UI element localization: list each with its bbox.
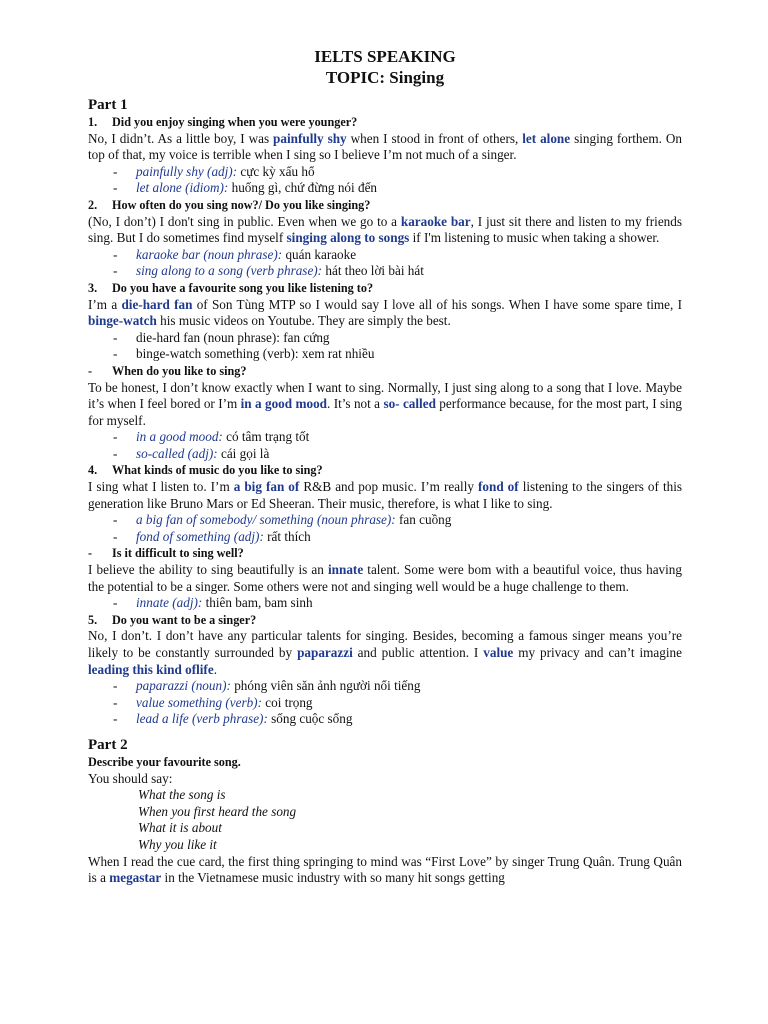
vocab-term: karaoke bar (noun phrase): [136,246,283,262]
keyword: value [483,645,514,660]
answer-text: I believe the ability to sing beautifully is an [88,562,328,578]
cue-card-title: Describe your favourite song. [88,754,241,769]
part-2-answer [88,854,682,887]
vocab-meaning: sống cuộc sống [267,711,353,727]
answer-4 [88,479,682,512]
answer-text: of Son Tùng MTP so I would say I love all of his songs. When I have some spare time, I [192,296,682,312]
question-number: 2. [88,197,98,212]
vocab-list-5 [88,678,682,728]
keyword: karaoke bar [400,213,471,229]
question-1 [88,114,682,131]
cue-prompt: Why you like it [138,836,217,852]
question-4b [88,545,682,562]
question-3 [88,280,682,297]
answer-text: his music videos on Youtube. They are simply the best. [156,313,451,329]
part-1-heading: Part 1 [88,97,128,113]
answer-3 [88,297,682,330]
cue-card-intro: You should say: [88,770,173,786]
answer-text: I’m a [88,296,122,312]
answer-5 [88,628,682,678]
question-number: - [88,546,93,561]
answer-text: in the Vietnamese music industry with so many hit songs getting [161,870,505,886]
vocab-term: paparazzi (noun): [136,678,231,694]
vocab-meaning: hát theo lời bài hát [322,263,424,279]
vocab-list-4 [88,512,682,545]
vocab-meaning: cực kỳ xấu hổ [237,163,315,179]
cue-prompt: What the song is [138,787,226,803]
question-number: 1. [88,115,98,129]
answer-4b [88,562,682,595]
vocab-item: - in a good mood: có tâm trạng tốt [113,429,310,445]
topic-title: TOPIC: Singing [325,68,445,87]
vocab-meaning: phóng viên săn ảnh người nổi tiếng [230,678,421,694]
answer-text: performance because, for the most part, I sing for myself. [88,396,683,428]
answer-text: singing forthem. On top of that, my voice is terrible when I sing so I believe I’m not much of a singer. [88,130,682,163]
answer-text: if I'm listening to music when taking a shower. [409,230,660,246]
keyword: singing along to songs [286,230,410,246]
vocab-meaning: fan cuồng [395,512,452,528]
answer-text: . [213,661,217,677]
vocab-item: - innate (adj): thiên bam, bam sinh [113,595,313,611]
vocab-term: binge-watch something (verb): [136,346,299,362]
answer-text: When I read the cue card, the first thing springing to mind was “First Love” by singer Trung Quân. Trung Quân is a [88,853,682,886]
keyword: binge-watch [88,313,157,329]
vocab-list-3b [88,429,682,462]
answer-text: . It’s not a [327,396,384,412]
vocab-list-2 [88,247,682,280]
question-4 [88,462,682,479]
answer-text: (No, I don’t) I don't sing in public. Even when we go to a [88,213,401,229]
keyword: paparazzi [297,645,353,660]
keyword: fond of [478,479,519,495]
vocab-item: - let alone (idiom): huống gì, chứ đừng nói đến [113,180,378,196]
question-text: Do you want to be a singer? [112,612,257,627]
vocab-meaning: rất thích [263,528,311,544]
question-3b [88,363,682,380]
vocab-item: - so-called (adj): cái gọi là [113,445,270,461]
keyword: innate [328,562,364,578]
answer-3b [88,380,682,430]
vocab-list-4b [88,595,682,612]
vocab-item: - karaoke bar (noun phrase): quán karaoke [113,246,357,262]
vocab-meaning: fan cứng [279,329,330,345]
question-number: 3. [88,280,98,295]
vocab-item: - painfully shy (adj): cực kỳ xấu hổ [113,163,315,179]
keyword: in a good mood [240,396,328,412]
question-text: What kinds of music do you like to sing? [112,463,323,478]
answer-2 [88,214,682,247]
answer-text: listening to the singers of this generation like Bruno Mars or Ed Sheeran. Their music, therefore, is what I like to sing. [88,479,682,511]
document-title: IELTS SPEAKING [314,47,456,66]
keyword: let alone [522,130,571,146]
vocab-term: in a good mood: [136,429,223,445]
keyword: megastar [109,870,162,886]
question-number: 5. [88,612,98,627]
keyword: so- called [383,396,436,412]
vocab-term: lead a life (verb phrase): [136,711,268,727]
answer-text: my privacy and can’t imagine [513,645,682,660]
vocab-list-3 [88,330,682,363]
vocab-meaning: quán karaoke [282,246,357,262]
answer-text: , I just sit there and listen to my friends sing. But I do sometimes find myself [88,213,683,246]
vocab-term: die-hard fan (noun phrase): [136,329,280,345]
vocab-term: value something (verb): [136,694,262,710]
question-2 [88,197,682,214]
question-text: How often do you sing now?/ Do you like singing? [112,197,371,212]
vocab-meaning: thiên bam, bam sinh [202,595,313,611]
answer-text: No, I don’t. I don’t have any particular talents for singing. Besides, becoming a famous singer means you’re likely to be constantly surrounded by [88,628,682,660]
vocab-item: - fond of something (adj): rất thích [113,528,311,544]
question-text: Did you enjoy singing when you were younger? [112,115,358,129]
answer-1 [88,131,682,164]
vocab-meaning: cái gọi là [217,445,270,461]
vocab-meaning: coi trọng [261,694,313,710]
vocab-item: - sing along to a song (verb phrase): hát theo lời bài hát [113,263,424,279]
part-2-heading: Part 2 [88,736,128,753]
question-text: When do you like to sing? [112,363,247,378]
vocab-item: - paparazzi (noun): phóng viên săn ảnh người nổi tiếng [113,678,421,694]
vocab-term: painfully shy (adj): [136,163,238,179]
question-number: 4. [88,463,98,478]
answer-text: I sing what I listen to. I’m [88,479,234,495]
vocab-item: - binge-watch something (verb): xem rat nhiều [113,346,375,362]
vocab-term: let alone (idiom): [136,180,229,196]
vocab-meaning: có tâm trạng tốt [222,429,310,445]
answer-text: talent. Some were bom with a beautiful voice, thus having the potential to be a singer. Some others were not and singing well would be a huge challenge to them. [88,562,682,594]
question-text: Do you have a favourite song you like listening to? [112,280,374,295]
keyword: leading this kind oflife [88,661,214,677]
question-number: - [88,363,93,378]
question-5 [88,612,682,629]
keyword: a big fan of [233,479,300,495]
vocab-meaning: huống gì, chứ đừng nói đến [228,180,378,196]
question-text: Is it difficult to sing well? [112,546,244,561]
answer-text: To be honest, I don’t know exactly when I want to sing. Normally, I just sing along to a song that I love. Maybe it’s when I feel bored or I’m [88,379,682,412]
vocab-item: - die-hard fan (noun phrase): fan cứng [113,329,330,345]
vocab-meaning: xem rat nhiều [298,346,375,362]
answer-text: No, I didn’t. As a little boy, I was [88,130,274,146]
vocab-term: fond of something (adj): [136,528,264,544]
vocab-list-1 [88,164,682,197]
cue-prompt: What it is about [138,820,222,836]
answer-text: R&B and pop music. I’m really [299,479,478,495]
vocab-term: innate (adj): [136,595,203,611]
cue-card-heading [88,754,682,771]
answer-text: when I stood in front of others, [346,130,523,146]
vocab-item: - a big fan of somebody/ something (noun phrase): fan cuồng [113,512,452,528]
vocab-term: a big fan of somebody/ something (noun phrase): [136,512,396,528]
vocab-term: sing along to a song (verb phrase): [136,263,323,279]
answer-text: and public attention. I [352,645,484,660]
vocab-term: so-called (adj): [136,445,218,461]
keyword: painfully shy [273,130,347,146]
keyword: die-hard fan [121,296,193,312]
cue-prompt: When you first heard the song [138,803,297,819]
vocab-item: - lead a life (verb phrase): sống cuộc sống [113,711,353,727]
vocab-item: - value something (verb): coi trọng [113,694,313,710]
